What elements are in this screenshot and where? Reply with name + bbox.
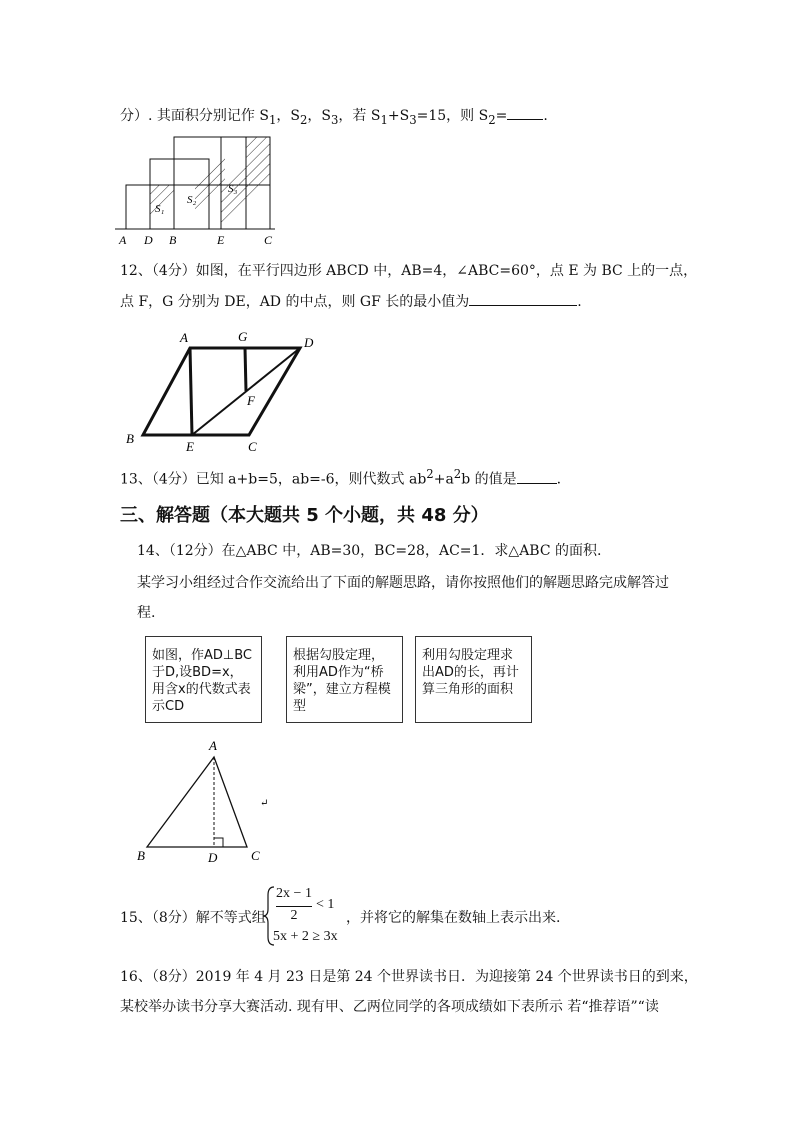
- q14-triangle-figure: [130, 735, 280, 870]
- fraction-denominator: 2: [290, 908, 298, 923]
- label-a: A: [180, 330, 188, 345]
- q16-line2: 某校举办读书分享大赛活动. 现有甲、乙两位同学的各项成绩如下表所示 若“推荐语”“读: [120, 999, 659, 1015]
- q15-suffix: ，并将它的解集在数轴上表示出来.: [346, 910, 561, 926]
- label-d: D: [304, 335, 314, 350]
- return-mark: ↵: [260, 798, 269, 809]
- label-g: G: [238, 329, 248, 344]
- segment-ae: [190, 348, 192, 435]
- q15-prefix: 15、（8分）解不等式组: [120, 910, 266, 926]
- q11-tail-text: 分）. 其面积分别记作 $S_1$，$S_2$，$S_3$，若 $S_1+S_3=15$，则 $S_2=$ .: [120, 108, 548, 127]
- label-s3: S₃: [228, 183, 238, 195]
- parallelogram-abcd: [143, 348, 300, 435]
- q13-text: 13、（4分）已知 a+b=5，ab=-6，则代数式 $ab^2+a^2b$ 的值是 .: [120, 467, 562, 488]
- label-d: D: [144, 233, 153, 247]
- q11-squares-figure: [115, 130, 285, 250]
- label-b: B: [137, 848, 145, 863]
- label-s2: S₂: [187, 194, 197, 206]
- label-b: B: [126, 431, 134, 446]
- label-e: E: [217, 233, 225, 247]
- q14-line1: 14、（12分）在△ABC 中，AB=30，BC=28，AC=1．求△ABC 的面积.: [137, 543, 602, 559]
- right-angle-mark: [214, 838, 223, 847]
- q14-line3: 程.: [137, 605, 156, 621]
- segment-gf: [245, 348, 246, 391]
- inequality2: 5x + 2 ≥ 3x: [273, 929, 338, 944]
- label-c: C: [248, 439, 257, 454]
- q14-line2: 某学习小组经过合作交流给出了下面的解题思路，请你按照他们的解题思路完成解答过: [137, 575, 669, 591]
- fraction-bar: [276, 906, 312, 907]
- inequality1-rhs: < 1: [316, 897, 335, 912]
- fraction-numerator: 2x − 1: [276, 886, 312, 901]
- q16-line1: 16、（8分）2019 年 4 月 23 日是第 24 个世界读书日．为迎接第 24 个世界读书日的到来，: [120, 969, 698, 985]
- q11-answer-blank: [507, 107, 543, 120]
- label-f: F: [247, 393, 255, 408]
- hint-box-3: 利用勾股定理求出AD的长，再计算三角形的面积: [415, 636, 532, 723]
- label-e: E: [186, 439, 194, 454]
- label-a: A: [119, 233, 127, 247]
- q12-parallelogram-figure: [120, 325, 330, 455]
- q12-answer-blank: [469, 293, 577, 306]
- label-a: A: [209, 738, 217, 753]
- q12-line2: 点 F，G 分别为 DE，AD 的中点，则 GF 长的最小值为 .: [120, 294, 582, 310]
- label-c: C: [264, 233, 273, 247]
- section-heading: 三、解答题（本大题共 5 个小题，共 48 分）: [120, 505, 489, 526]
- hint-box-2: 根据勾股定理，利用AD作为“桥梁”，建立方程模型: [286, 636, 403, 723]
- label-d: D: [208, 850, 218, 865]
- hint-box-1: 如图，作AD⊥BC于D,设BD=x，用含x的代数式表示CD: [145, 636, 262, 723]
- q13-answer-blank: [517, 471, 557, 484]
- triangle-abc: [147, 757, 247, 847]
- label-c: C: [251, 848, 260, 863]
- q12-line1: 12、（4分）如图，在平行四边形 ABCD 中，AB=4，∠ABC=60°，点 E 为 BC 上的一点，: [120, 263, 698, 279]
- label-s1: S₁: [155, 203, 165, 215]
- label-b: B: [169, 233, 177, 247]
